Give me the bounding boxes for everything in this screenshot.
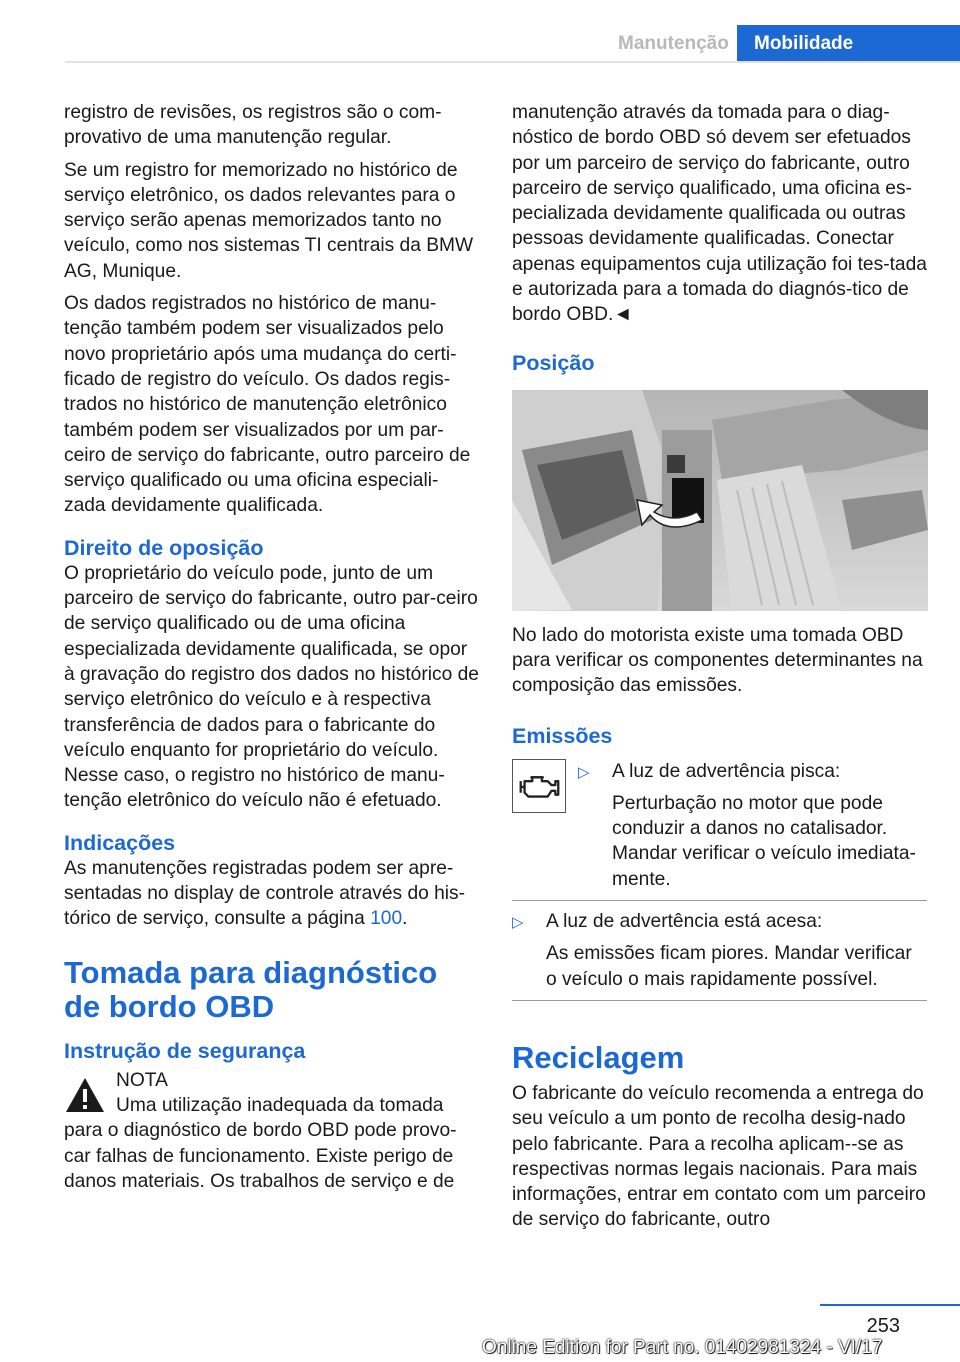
paragraph-text-end: . (402, 908, 408, 930)
obd-socket-photo (512, 390, 928, 611)
list-item-text: As emissões ficam piores. Mandar verificar o veículo o mais rapidamente possível. (546, 943, 912, 990)
header-rule (65, 61, 960, 63)
heading-emissoes: Emissões (512, 723, 613, 748)
list-item-title: A luz de advertência pisca: (612, 760, 841, 782)
nota-label: NOTA (116, 1069, 168, 1091)
right-column (512, 100, 927, 1240)
nota-text-content: Uma utilização inadequada da tomada para o diagnóstico de bordo OBD pode provo-car falhas de funcionamento. Existe perigo de danos materiais. Os trabalhos de serviço e de (64, 1094, 457, 1192)
heading-reciclagem: Reciclagem (512, 1039, 685, 1075)
left-column (64, 100, 479, 1201)
heading-posicao: Posição (512, 350, 595, 375)
footer-rule (820, 1304, 960, 1306)
heading-direito-oposicao: Direito de oposição (64, 535, 264, 560)
heading-tomada-obd: Tomada para diagnóstico de bordo OBD (64, 954, 438, 1024)
paragraph: O proprietário do veículo pode, junto de um parceiro de serviço do fabricante, outro par-ceiro de serviço qualificado ou de uma oficina especializada devidamente qualificada, se opor à gravação do registro dos dados no histórico de serviço eletrônico do veículo e à respectiva transferência de dados para o fabricante do veículo enquanto for proprietário do veículo. Nesse caso, o registro no histórico de manu-tenção eletrônico do veículo não é efetuado. (64, 562, 479, 812)
tab-mobilidade[interactable]: Mobilidade (737, 25, 960, 62)
paragraph: No lado do motorista existe uma tomada OBD para verificar os componentes determinantes na composição das emissões. (512, 624, 923, 697)
nota-text (64, 1093, 479, 1194)
warning-icon (64, 1076, 106, 1114)
divider (512, 900, 927, 901)
edition-watermark: Online Edition for Part no. 01402981324 - VI/17 (482, 1337, 883, 1358)
paragraph: Os dados registrados no histórico de manu-tenção também podem ser visualizados pelo novo proprietário após uma mudança do certi-ficado de registro do veículo. Os dados regis-trados no histórico de manutenção eletrônico também podem ser visualizados por um par-ceiro de serviço do fabricante, outro parceiro de serviço qualificado ou uma oficina especiali-zada devidamente qualificada. (64, 293, 471, 517)
tab-manutencao[interactable]: Manutenção (618, 33, 729, 54)
paragraph: registro de revisões, os registros são o com-provativo de uma manutenção regular. (64, 102, 442, 149)
paragraph: manutenção através da tomada para o diag-nóstico de bordo OBD só devem ser efetuados por um parceiro de serviço do fabricante, outro parceiro de serviço qualificado, uma oficina es-pecializada devidamente qualificada ou outras pessoas devidamente qualificadas. Conectar apenas equipamentos cuja utilização foi tes-tada e autorizada para a tomada do diagnós-tico de bordo OBD.◄ (512, 102, 927, 326)
triangle-bullet-icon: ▷ (512, 914, 524, 932)
page-number: 253 (866, 1315, 900, 1337)
paragraph: Se um registro for memorizado no histórico de serviço eletrônico, os dados relevantes para o serviço serão apenas memorizados tanto no veículo, como nos sistemas TI centrais da BMW AG, Munique. (64, 159, 474, 282)
page-link[interactable]: 100 (370, 908, 403, 930)
heading-instrucao-seguranca: Instrução de segurança (64, 1038, 306, 1063)
divider (512, 1000, 927, 1001)
heading-indicacoes: Indicações (64, 830, 176, 855)
list-item-text: Perturbação no motor que pode conduzir a danos no catalisador. Mandar verificar o veículo imediata-mente. (612, 792, 916, 890)
paragraph: O fabricante do veículo recomenda a entrega do seu veículo a um ponto de recolha desig-nado pelo fabricante. Para a recolha aplicam--se as respectivas normas legais nacionais. Para mais informações, entrar em contato com um parceiro de serviço do fabricante, outro (512, 1082, 926, 1231)
list-item (578, 759, 927, 892)
emissoes-list (512, 759, 927, 892)
engine-warning-icon (512, 759, 566, 813)
list-item-title: A luz de advertência está acesa: (546, 911, 823, 933)
warning-note (64, 1068, 479, 1093)
triangle-bullet-icon: ▷ (578, 763, 590, 781)
header-tabs (602, 25, 960, 62)
paragraph-text: As manutenções registradas podem ser apre-sentadas no display de controle através do his-tórico de serviço, consulte a página (64, 857, 466, 930)
paragraph (64, 856, 479, 932)
list-item (512, 909, 927, 992)
